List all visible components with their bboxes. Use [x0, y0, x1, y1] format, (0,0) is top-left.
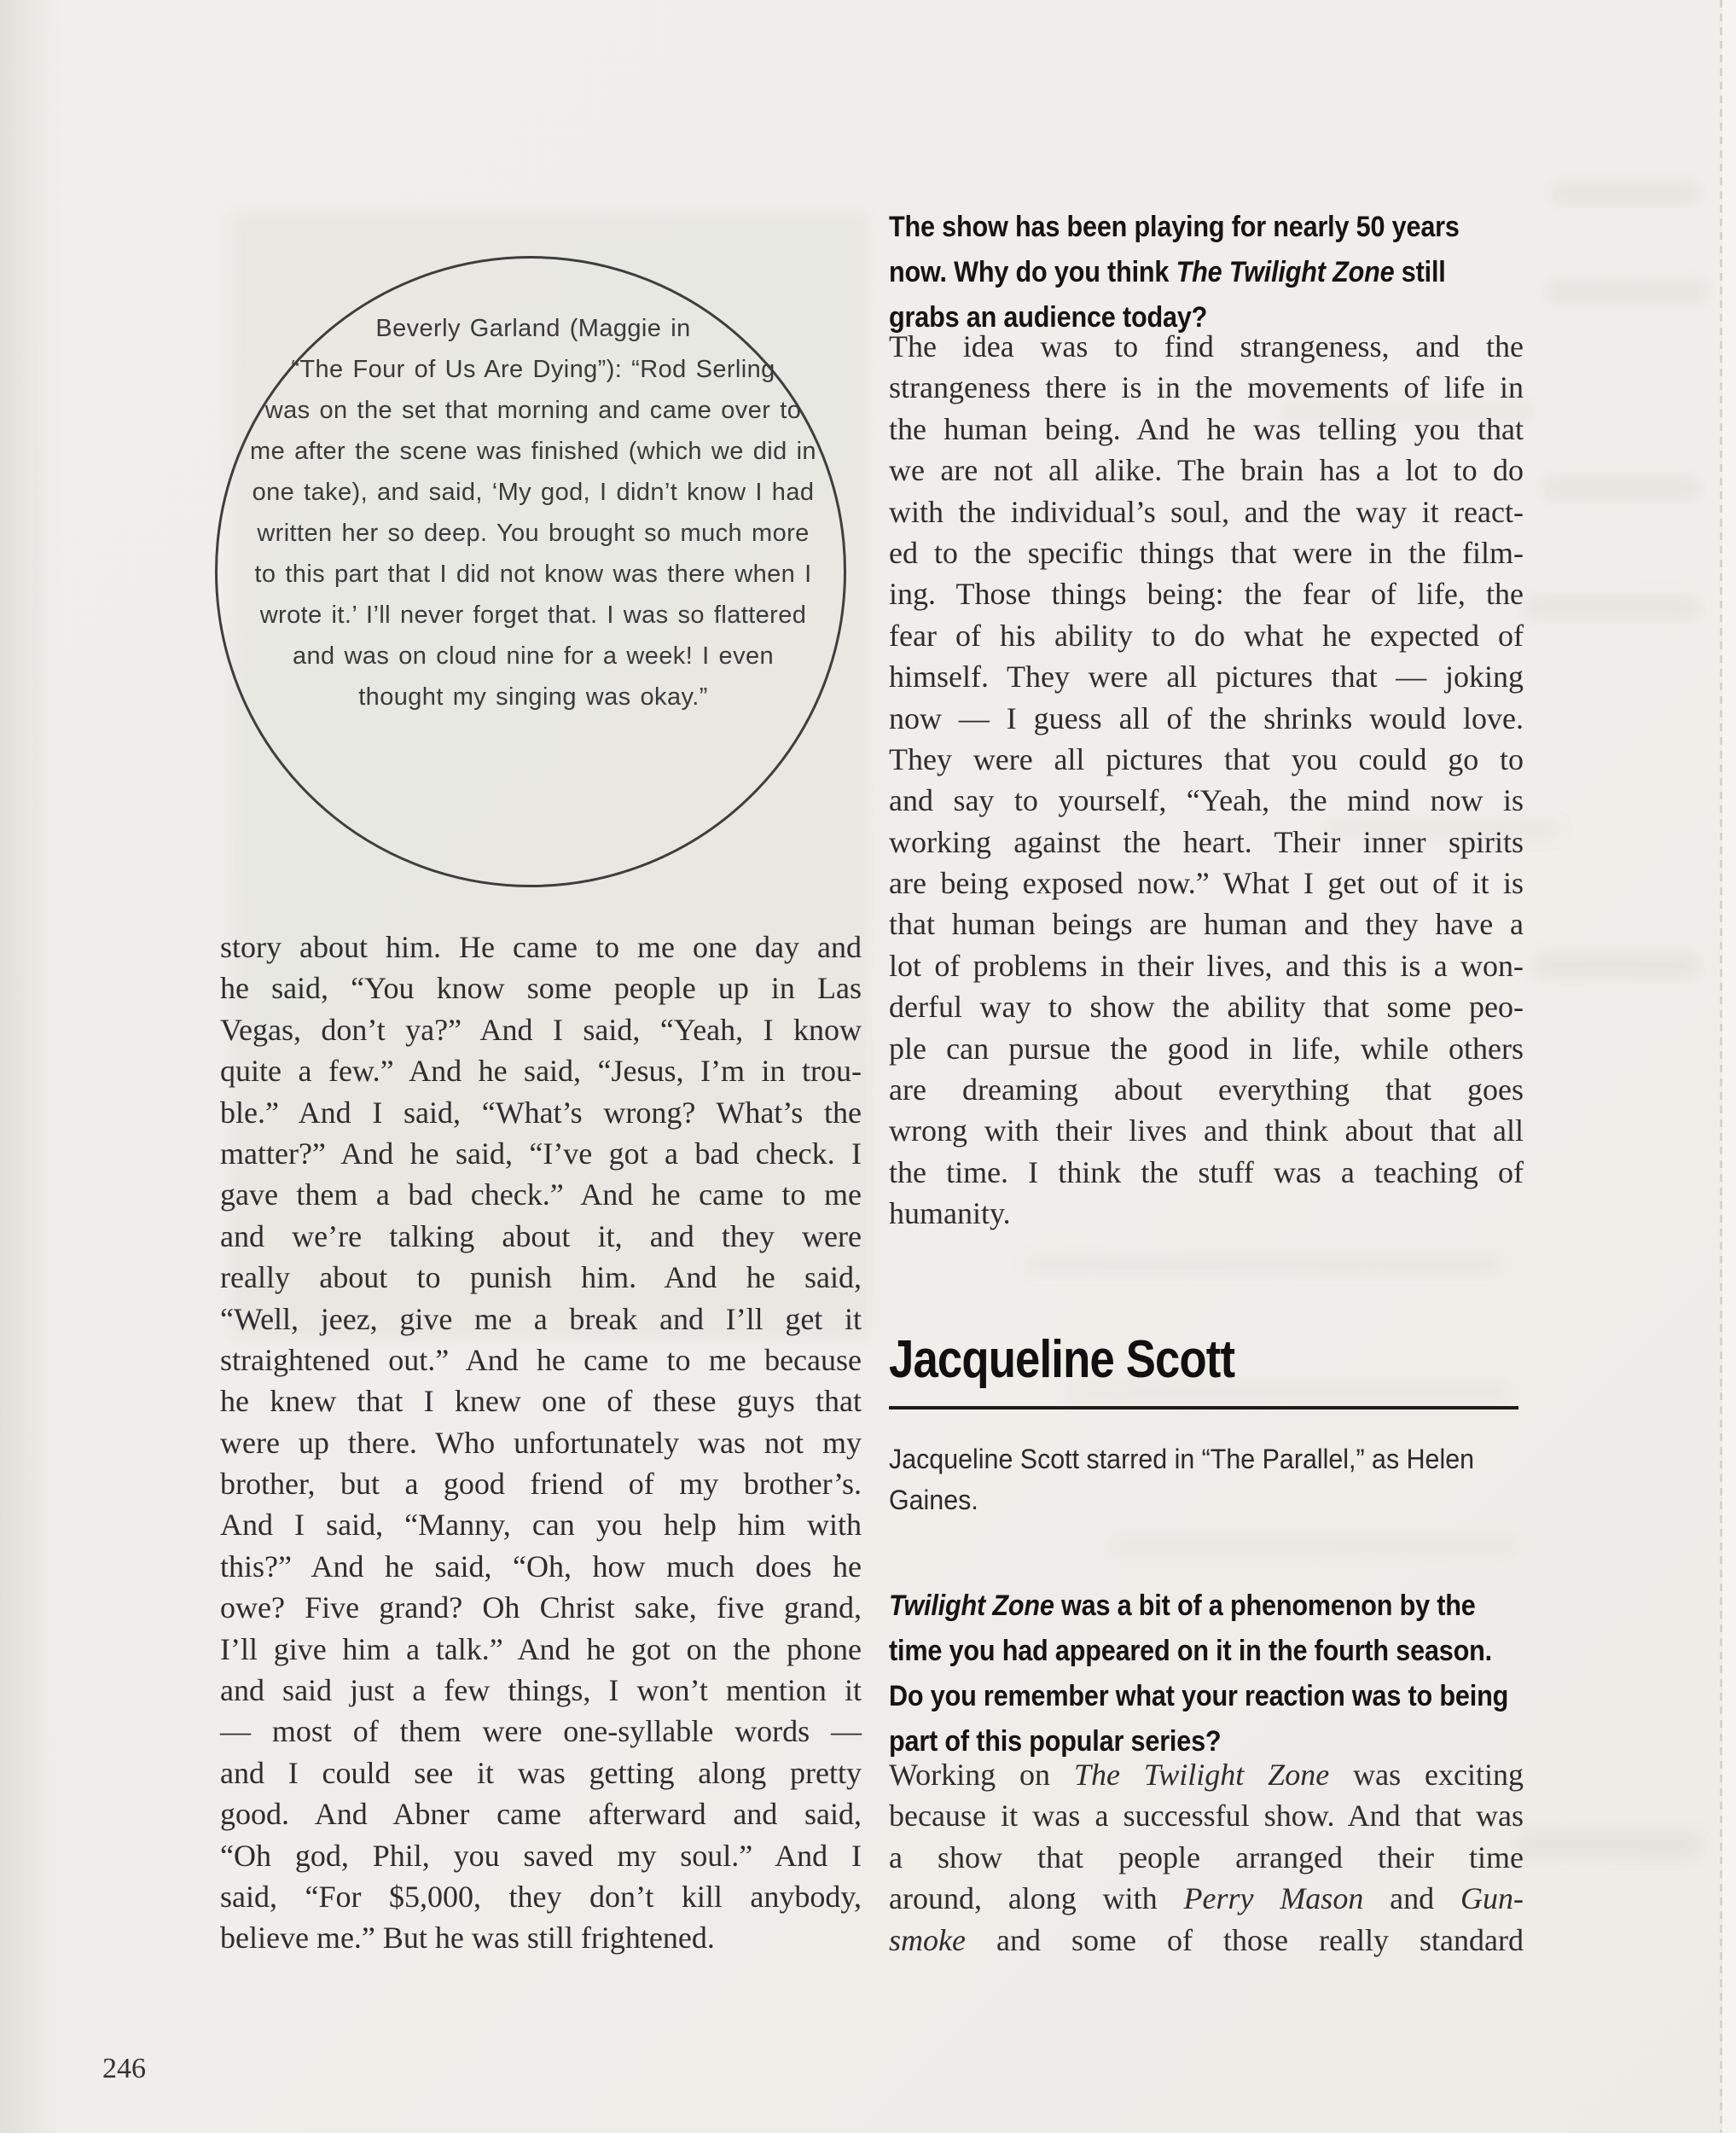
- text-segment: still: [1394, 256, 1446, 288]
- italic-text-segment: The Twilight Zone: [1073, 1758, 1330, 1792]
- text-line: with the individual’s soul, and the way it react-: [889, 494, 1524, 529]
- text-line: strangeness there is in the movements of life in: [889, 370, 1524, 405]
- text-line: brother, but a good friend of my brother’s.: [220, 1467, 862, 1502]
- text-line: [889, 1920, 1524, 1961]
- text-segment: was exciting: [1329, 1758, 1524, 1792]
- text-line: he said, “You know some people up in Las: [220, 971, 862, 1006]
- text-line: “Oh god, Phil, you saved my soul.” And I: [220, 1838, 862, 1873]
- bleed-through-artifact: [1553, 183, 1698, 204]
- text-line: because it was a successful show. And that was: [889, 1799, 1524, 1834]
- page-edge-strip: [1722, 0, 1736, 2133]
- text-line: ble.” And I said, “What’s wrong? What’s the: [220, 1095, 862, 1130]
- text-segment: and: [1363, 1881, 1461, 1916]
- text-line: a show that people arranged their time: [889, 1839, 1524, 1874]
- text-line: working against the heart. Their inner spirits: [889, 824, 1524, 859]
- text-line: The show has been playing for nearly 50 years: [889, 211, 1460, 243]
- text-line: wrote it.’ I’ll never forget that. I was so flattered: [259, 602, 807, 629]
- bleed-through-artifact: [1527, 597, 1698, 618]
- text-line: The idea was to find strangeness, and the: [889, 329, 1524, 363]
- text-line: written her so deep. You brought so much more: [257, 520, 810, 547]
- text-line: Beverly Garland (Maggie in: [375, 315, 691, 342]
- text-line: himself. They were all pictures that — joking: [889, 660, 1524, 695]
- italic-text-segment: Perry Mason: [1183, 1881, 1364, 1916]
- text-segment: now. Why do you think: [889, 256, 1176, 288]
- text-line: believe me.” But he was still frightened.: [220, 1921, 715, 1956]
- bleed-through-artifact: [1024, 1254, 1501, 1275]
- text-line: are dreaming about everything that goes: [889, 1072, 1524, 1107]
- text-line: to this part that I did not know was there when I: [254, 561, 812, 588]
- text-segment: Working on: [889, 1758, 1074, 1792]
- pull-quote-text: [192, 308, 874, 718]
- text-line: story about him. He came to me one day and: [220, 930, 862, 964]
- text-line: owe? Five grand? Oh Christ sake, five grand,: [220, 1590, 862, 1625]
- text-segment: around, along with: [889, 1881, 1184, 1916]
- text-line: and say to yourself, “Yeah, the mind now is: [889, 783, 1524, 818]
- bleed-through-artifact: [1544, 478, 1698, 498]
- text-line: fear of his ability to do what he expected of: [889, 618, 1524, 653]
- text-line: said, “For $5,000, they don’t kill anybody,: [220, 1879, 862, 1914]
- text-line: wrong with their lives and think about that all: [889, 1113, 1524, 1148]
- text-line: good. And Abner came afterward and said,: [220, 1797, 862, 1832]
- text-line: was on the set that morning and came over to: [264, 397, 802, 424]
- interview-answer-2: [889, 1754, 1524, 1961]
- text-line: I’ll give him a talk.” And he got on the phone: [220, 1631, 862, 1666]
- section-intro: [889, 1438, 1530, 1520]
- text-line: They were all pictures that you could go to: [889, 741, 1524, 776]
- text-line: me after the scene was finished (which we did in: [250, 438, 816, 465]
- text-line: were up there. Who unfortunately was not my: [220, 1425, 862, 1460]
- bleed-through-artifact: [1518, 1834, 1698, 1855]
- text-line: ing. Those things being: the fear of life, the: [889, 577, 1524, 612]
- text-line: and was on cloud nine for a week! I even: [292, 642, 775, 670]
- page-torn-edge: [1720, 0, 1722, 2133]
- text-line: And I said, “Manny, can you help him with: [220, 1508, 862, 1543]
- italic-text-segment: smoke: [889, 1922, 966, 1957]
- text-line: Jacqueline Scott starred in “The Parallel,” as Helen: [889, 1444, 1475, 1474]
- text-segment: was a bit of a phenomenon by the: [1054, 1590, 1476, 1622]
- section-heading-rule: [889, 1406, 1518, 1409]
- text-line: matter?” And he said, “I’ve got a bad check. I: [220, 1136, 862, 1171]
- text-line: [889, 1878, 1524, 1919]
- text-line: he knew that I knew one of these guys that: [220, 1384, 862, 1419]
- text-line: Vegas, don’t ya?” And I said, “Yeah, I know: [220, 1012, 862, 1047]
- text-line: humanity.: [889, 1196, 1011, 1231]
- text-line: part of this popular series?: [889, 1725, 1222, 1758]
- text-line: thought my singing was okay.”: [358, 683, 708, 711]
- text-line: this?” And he said, “Oh, how much does he: [220, 1549, 862, 1584]
- text-line: [889, 1584, 1526, 1629]
- text-line: and we’re talking about it, and they were: [220, 1218, 862, 1253]
- text-line: really about to punish him. And he said,: [220, 1260, 862, 1295]
- text-line: [889, 1754, 1524, 1795]
- interview-question-1: [889, 205, 1526, 340]
- text-line: straightened out.” And he came to me because: [220, 1342, 862, 1377]
- text-line: and I could see it was getting along pretty: [220, 1755, 862, 1790]
- text-line: “Well, jeez, give me a break and I’ll get it: [220, 1301, 862, 1336]
- section-heading-jacqueline-scott: Jacqueline Scott: [889, 1330, 1235, 1389]
- text-line: quite a few.” And he said, “Jesus, I’m in trou-: [220, 1054, 862, 1089]
- text-line: one take), and said, ‘My god, I didn’t know I had: [252, 479, 815, 506]
- left-column-paragraph: [220, 927, 862, 1959]
- text-line: now — I guess all of the shrinks would love.: [889, 700, 1524, 735]
- italic-text-segment: Twilight Zone: [889, 1590, 1054, 1622]
- text-line: the human being. And he was telling you that: [889, 411, 1524, 446]
- text-line: and said just a few things, I won’t mention it: [220, 1673, 862, 1708]
- interview-question-2: [889, 1584, 1526, 1764]
- page-left-shadow: [0, 0, 60, 2133]
- bleed-through-artifact: [1109, 1536, 1518, 1556]
- text-line: ple can pursue the good in life, while others: [889, 1031, 1524, 1066]
- text-line: derful way to show the ability that some peo-: [889, 990, 1524, 1025]
- text-line: gave them a bad check.” And he came to me: [220, 1177, 862, 1212]
- text-line: we are not all alike. The brain has a lot to do: [889, 453, 1524, 488]
- text-line: — most of them were one-syllable words —: [220, 1714, 862, 1749]
- text-line: lot of problems in their lives, and this is a won-: [889, 948, 1524, 983]
- text-line: Gaines.: [889, 1485, 978, 1515]
- bleed-through-artifact: [1536, 956, 1698, 976]
- text-line: Do you remember what your reaction was to being: [889, 1680, 1509, 1712]
- text-line: that human beings are human and they have a: [889, 907, 1524, 942]
- text-line: “The Four of Us Are Dying”): “Rod Serling: [291, 356, 775, 383]
- text-line: the time. I think the stuff was a teaching of: [889, 1154, 1524, 1189]
- text-line: time you had appeared on it in the fourth season.: [889, 1635, 1492, 1667]
- text-line: ed to the specific things that were in the film-: [889, 535, 1524, 570]
- text-line: grabs an audience today?: [889, 301, 1208, 334]
- italic-text-segment: The Twilight Zone: [1176, 256, 1395, 288]
- italic-text-segment: Gun-: [1460, 1881, 1524, 1916]
- text-segment: and some of those really standard: [965, 1922, 1524, 1957]
- interview-answer-1: [889, 326, 1524, 1235]
- page-number: 246: [102, 2053, 146, 2084]
- text-line: are being exposed now.” What I get out of it is: [889, 866, 1524, 901]
- pull-quote-circle: [215, 256, 846, 887]
- bleed-through-artifact: [1548, 282, 1706, 302]
- text-line: [889, 250, 1526, 295]
